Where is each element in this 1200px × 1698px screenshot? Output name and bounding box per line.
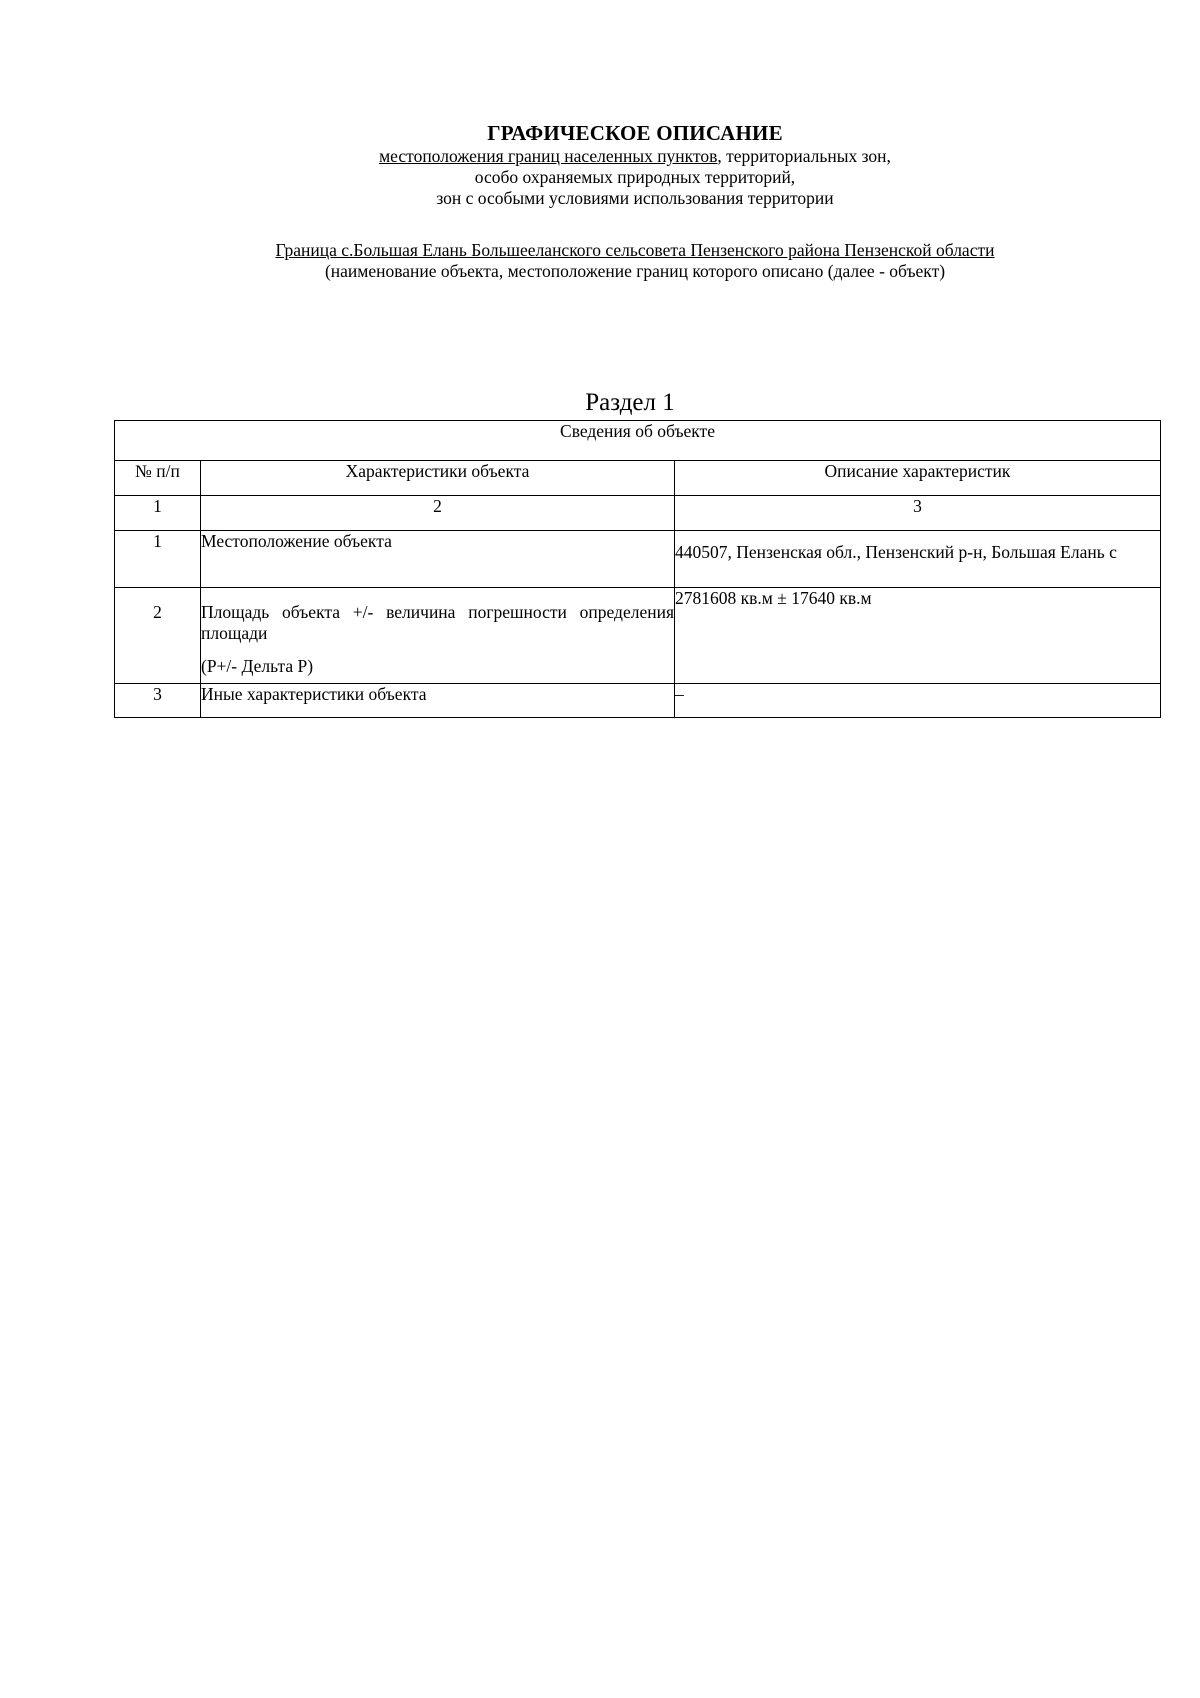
subtitle-line-3: зон с особыми условиями использования территории [436,188,834,208]
column-number-1: 1 [115,496,201,531]
row-1-description: 440507, Пензенская обл., Пензенский р-н, Большая Елань с [675,531,1161,588]
row-2-characteristic: Площадь объекта +/- величина погрешности определения площади [201,602,674,643]
table-row [115,588,1161,684]
subtitle-underlined-part: местоположения границ населенных пунктов [379,146,718,166]
object-name: Граница с.Большая Елань Большееланского сельсовета Пензенского района Пензенской области [275,240,995,260]
object-name-block [0,240,1200,282]
table-caption: Сведения об объекте [115,421,1161,461]
row-3-num: 3 [115,684,201,718]
row-3-characteristic: Иные характеристики объекта [201,684,675,718]
object-info-table [114,420,1161,718]
table-header-row [115,461,1161,496]
row-1-num: 1 [115,531,201,588]
row-2-num: 2 [115,588,201,684]
row-2-characteristic-note: (P+/- Дельта P) [201,656,314,676]
document-title: ГРАФИЧЕСКОЕ ОПИСАНИЕ [487,121,783,145]
header-characteristic: Характеристики объекта [201,461,675,496]
subtitle-rest-part: , территориальных зон, [717,146,891,166]
row-1-characteristic: Местоположение объекта [201,531,675,588]
row-3-description: – [675,684,1161,718]
section-title: Раздел 1 [585,389,675,416]
table-column-number-row [115,496,1161,531]
header-num: № п/п [115,461,201,496]
table-row [115,531,1161,588]
object-caption: (наименование объекта, местоположение границ которого описано (далее - объект) [324,261,946,281]
document-header [0,120,1200,209]
row-2-characteristic-cell [201,588,675,684]
table-row [115,684,1161,718]
row-2-description: 2781608 кв.м ± 17640 кв.м [675,588,1161,684]
column-number-3: 3 [675,496,1161,531]
subtitle-line-1 [0,146,1200,167]
subtitle-line-2: особо охраняемых природных территорий, [474,167,796,187]
table-caption-row [115,421,1161,461]
column-number-2: 2 [201,496,675,531]
header-description: Описание характеристик [675,461,1161,496]
